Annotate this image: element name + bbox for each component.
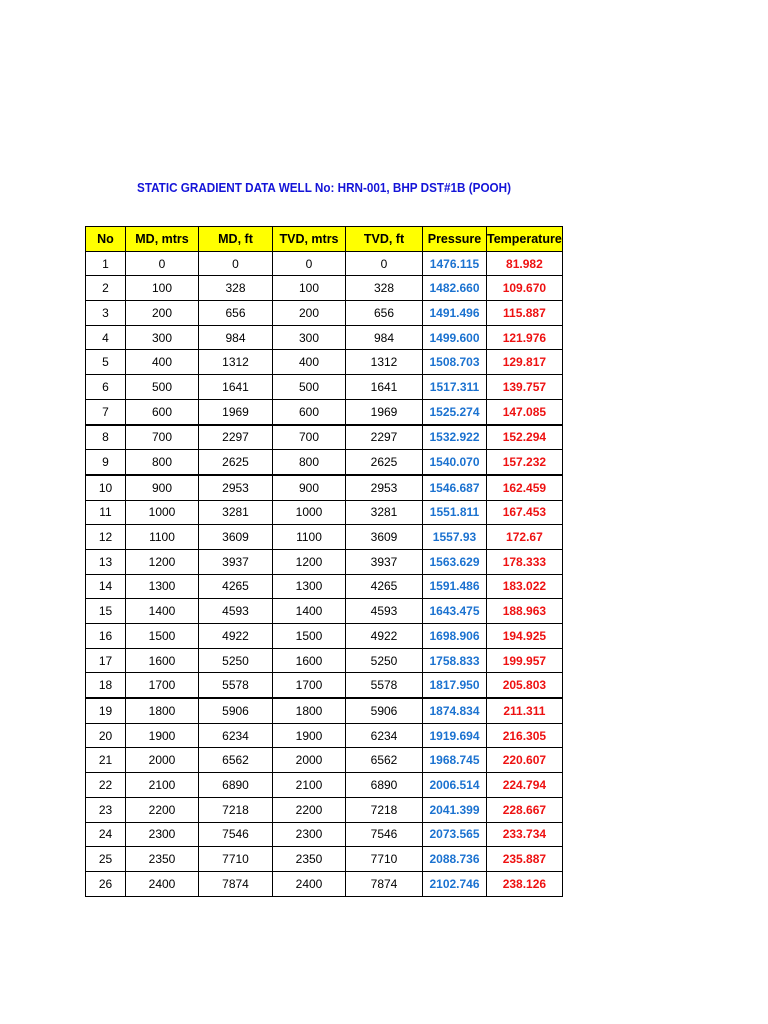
cell-tvd-ft: 2953	[346, 475, 423, 500]
cell-no: 21	[86, 748, 126, 773]
cell-tvd-ft: 6234	[346, 723, 423, 748]
cell-tvd-ft: 7546	[346, 822, 423, 847]
cell-tvd-mtrs: 100	[273, 276, 346, 301]
cell-no: 10	[86, 475, 126, 500]
cell-no: 16	[86, 624, 126, 649]
cell-temperature: 129.817	[487, 350, 563, 375]
cell-md-mtrs: 2200	[126, 797, 199, 822]
cell-tvd-mtrs: 200	[273, 301, 346, 326]
cell-pressure: 1499.600	[423, 325, 487, 350]
header-tvd-ft: TVD, ft	[346, 227, 423, 252]
table-row	[86, 797, 563, 822]
cell-no: 15	[86, 599, 126, 624]
cell-tvd-ft: 6562	[346, 748, 423, 773]
cell-tvd-mtrs: 1800	[273, 698, 346, 723]
cell-temperature: 199.957	[487, 648, 563, 673]
cell-md-mtrs: 2400	[126, 871, 199, 896]
header-tvd-mtrs: TVD, mtrs	[273, 227, 346, 252]
cell-tvd-ft: 3281	[346, 500, 423, 525]
table-row	[86, 599, 563, 624]
cell-tvd-ft: 4922	[346, 624, 423, 649]
cell-tvd-mtrs: 2300	[273, 822, 346, 847]
table-row	[86, 871, 563, 896]
cell-md-mtrs: 500	[126, 375, 199, 400]
cell-temperature: 147.085	[487, 399, 563, 424]
cell-pressure: 1517.311	[423, 375, 487, 400]
gradient-data-table	[85, 226, 563, 897]
cell-tvd-ft: 4593	[346, 599, 423, 624]
cell-tvd-ft: 1641	[346, 375, 423, 400]
table-row	[86, 822, 563, 847]
cell-md-mtrs: 400	[126, 350, 199, 375]
cell-md-mtrs: 1900	[126, 723, 199, 748]
cell-tvd-ft: 7218	[346, 797, 423, 822]
cell-no: 25	[86, 847, 126, 872]
cell-temperature: 238.126	[487, 871, 563, 896]
cell-tvd-mtrs: 1500	[273, 624, 346, 649]
cell-no: 9	[86, 450, 126, 475]
cell-temperature: 115.887	[487, 301, 563, 326]
cell-pressure: 2073.565	[423, 822, 487, 847]
cell-tvd-ft: 6890	[346, 773, 423, 798]
cell-tvd-mtrs: 400	[273, 350, 346, 375]
cell-tvd-ft: 656	[346, 301, 423, 326]
cell-tvd-ft: 5578	[346, 673, 423, 698]
cell-temperature: 235.887	[487, 847, 563, 872]
cell-md-ft: 5250	[199, 648, 273, 673]
cell-tvd-ft: 2625	[346, 450, 423, 475]
cell-pressure: 1758.833	[423, 648, 487, 673]
header-md-ft: MD, ft	[199, 227, 273, 252]
cell-tvd-ft: 984	[346, 325, 423, 350]
cell-tvd-mtrs: 2100	[273, 773, 346, 798]
cell-md-mtrs: 800	[126, 450, 199, 475]
cell-pressure: 1591.486	[423, 574, 487, 599]
cell-md-mtrs: 300	[126, 325, 199, 350]
cell-temperature: 211.311	[487, 698, 563, 723]
cell-pressure: 1546.687	[423, 475, 487, 500]
cell-tvd-mtrs: 600	[273, 399, 346, 424]
cell-md-ft: 4922	[199, 624, 273, 649]
cell-temperature: 194.925	[487, 624, 563, 649]
cell-md-ft: 6890	[199, 773, 273, 798]
table-row	[86, 698, 563, 723]
table-row	[86, 723, 563, 748]
cell-md-ft: 328	[199, 276, 273, 301]
cell-md-ft: 2625	[199, 450, 273, 475]
table-row	[86, 325, 563, 350]
cell-tvd-ft: 1312	[346, 350, 423, 375]
cell-md-ft: 4593	[199, 599, 273, 624]
cell-pressure: 1540.070	[423, 450, 487, 475]
cell-md-ft: 3281	[199, 500, 273, 525]
cell-tvd-mtrs: 800	[273, 450, 346, 475]
cell-no: 7	[86, 399, 126, 424]
cell-temperature: 205.803	[487, 673, 563, 698]
cell-md-mtrs: 200	[126, 301, 199, 326]
cell-pressure: 1968.745	[423, 748, 487, 773]
cell-md-ft: 6562	[199, 748, 273, 773]
cell-pressure: 1643.475	[423, 599, 487, 624]
cell-md-ft: 1312	[199, 350, 273, 375]
cell-pressure: 1874.834	[423, 698, 487, 723]
header-md-mtrs: MD, mtrs	[126, 227, 199, 252]
cell-no: 2	[86, 276, 126, 301]
cell-md-ft: 7546	[199, 822, 273, 847]
cell-tvd-ft: 4265	[346, 574, 423, 599]
cell-temperature: 81.982	[487, 251, 563, 276]
cell-md-ft: 6234	[199, 723, 273, 748]
cell-md-mtrs: 700	[126, 425, 199, 450]
page-title: STATIC GRADIENT DATA WELL No: HRN-001, BHP DST#1B (POOH)	[137, 180, 511, 195]
cell-pressure: 1532.922	[423, 425, 487, 450]
cell-tvd-mtrs: 1700	[273, 673, 346, 698]
cell-no: 8	[86, 425, 126, 450]
cell-no: 13	[86, 549, 126, 574]
table-body	[86, 251, 563, 896]
cell-tvd-ft: 7874	[346, 871, 423, 896]
cell-md-mtrs: 1200	[126, 549, 199, 574]
cell-md-ft: 5906	[199, 698, 273, 723]
cell-tvd-mtrs: 700	[273, 425, 346, 450]
table-row	[86, 624, 563, 649]
cell-pressure: 1482.660	[423, 276, 487, 301]
cell-md-mtrs: 100	[126, 276, 199, 301]
cell-pressure: 1491.496	[423, 301, 487, 326]
table-row	[86, 301, 563, 326]
table-row	[86, 673, 563, 698]
cell-md-ft: 7218	[199, 797, 273, 822]
cell-tvd-mtrs: 1400	[273, 599, 346, 624]
cell-md-ft: 1969	[199, 399, 273, 424]
cell-temperature: 172.67	[487, 525, 563, 550]
cell-temperature: 183.022	[487, 574, 563, 599]
cell-temperature: 228.667	[487, 797, 563, 822]
header-no: No	[86, 227, 126, 252]
table-row	[86, 500, 563, 525]
table-row	[86, 748, 563, 773]
cell-tvd-ft: 7710	[346, 847, 423, 872]
cell-no: 6	[86, 375, 126, 400]
cell-temperature: 188.963	[487, 599, 563, 624]
cell-tvd-ft: 1969	[346, 399, 423, 424]
cell-pressure: 2088.736	[423, 847, 487, 872]
cell-no: 14	[86, 574, 126, 599]
cell-md-mtrs: 1100	[126, 525, 199, 550]
table-row	[86, 350, 563, 375]
cell-temperature: 109.670	[487, 276, 563, 301]
cell-pressure: 1563.629	[423, 549, 487, 574]
table-row	[86, 574, 563, 599]
cell-temperature: 139.757	[487, 375, 563, 400]
table-row	[86, 399, 563, 424]
table-row	[86, 525, 563, 550]
table-row	[86, 549, 563, 574]
cell-tvd-ft: 5906	[346, 698, 423, 723]
cell-tvd-ft: 3609	[346, 525, 423, 550]
cell-tvd-mtrs: 2350	[273, 847, 346, 872]
header-temperature: Temperature	[487, 227, 563, 252]
cell-temperature: 162.459	[487, 475, 563, 500]
cell-tvd-ft: 328	[346, 276, 423, 301]
cell-temperature: 216.305	[487, 723, 563, 748]
cell-md-mtrs: 0	[126, 251, 199, 276]
cell-md-ft: 1641	[199, 375, 273, 400]
cell-tvd-ft: 2297	[346, 425, 423, 450]
cell-pressure: 1508.703	[423, 350, 487, 375]
cell-tvd-mtrs: 300	[273, 325, 346, 350]
cell-md-mtrs: 600	[126, 399, 199, 424]
cell-tvd-mtrs: 1200	[273, 549, 346, 574]
cell-pressure: 1817.950	[423, 673, 487, 698]
cell-tvd-mtrs: 500	[273, 375, 346, 400]
cell-tvd-mtrs: 1300	[273, 574, 346, 599]
table-row	[86, 251, 563, 276]
cell-tvd-mtrs: 0	[273, 251, 346, 276]
cell-tvd-ft: 0	[346, 251, 423, 276]
cell-no: 24	[86, 822, 126, 847]
cell-pressure: 1919.694	[423, 723, 487, 748]
cell-md-mtrs: 1000	[126, 500, 199, 525]
cell-md-mtrs: 1500	[126, 624, 199, 649]
cell-no: 26	[86, 871, 126, 896]
table-row	[86, 773, 563, 798]
cell-no: 19	[86, 698, 126, 723]
cell-temperature: 178.333	[487, 549, 563, 574]
cell-temperature: 167.453	[487, 500, 563, 525]
cell-md-ft: 4265	[199, 574, 273, 599]
cell-tvd-mtrs: 1900	[273, 723, 346, 748]
cell-no: 18	[86, 673, 126, 698]
table-row	[86, 276, 563, 301]
cell-temperature: 220.607	[487, 748, 563, 773]
cell-no: 4	[86, 325, 126, 350]
cell-temperature: 157.232	[487, 450, 563, 475]
cell-no: 20	[86, 723, 126, 748]
cell-temperature: 224.794	[487, 773, 563, 798]
cell-md-mtrs: 1300	[126, 574, 199, 599]
cell-pressure: 2102.746	[423, 871, 487, 896]
cell-md-ft: 5578	[199, 673, 273, 698]
cell-pressure: 1551.811	[423, 500, 487, 525]
cell-tvd-mtrs: 1000	[273, 500, 346, 525]
cell-no: 3	[86, 301, 126, 326]
cell-pressure: 2041.399	[423, 797, 487, 822]
cell-no: 12	[86, 525, 126, 550]
cell-tvd-ft: 3937	[346, 549, 423, 574]
cell-no: 22	[86, 773, 126, 798]
cell-tvd-ft: 5250	[346, 648, 423, 673]
cell-md-mtrs: 1600	[126, 648, 199, 673]
cell-md-mtrs: 2350	[126, 847, 199, 872]
cell-md-mtrs: 1700	[126, 673, 199, 698]
cell-md-ft: 984	[199, 325, 273, 350]
cell-temperature: 233.734	[487, 822, 563, 847]
cell-temperature: 121.976	[487, 325, 563, 350]
cell-tvd-mtrs: 2000	[273, 748, 346, 773]
cell-pressure: 1525.274	[423, 399, 487, 424]
cell-md-ft: 0	[199, 251, 273, 276]
cell-md-ft: 2953	[199, 475, 273, 500]
cell-md-mtrs: 1800	[126, 698, 199, 723]
cell-pressure: 2006.514	[423, 773, 487, 798]
cell-no: 5	[86, 350, 126, 375]
cell-md-mtrs: 900	[126, 475, 199, 500]
cell-md-mtrs: 1400	[126, 599, 199, 624]
cell-md-ft: 656	[199, 301, 273, 326]
cell-pressure: 1698.906	[423, 624, 487, 649]
cell-no: 1	[86, 251, 126, 276]
header-pressure: Pressure	[423, 227, 487, 252]
table-row	[86, 425, 563, 450]
cell-md-ft: 3937	[199, 549, 273, 574]
cell-pressure: 1476.115	[423, 251, 487, 276]
cell-md-mtrs: 2300	[126, 822, 199, 847]
cell-md-ft: 2297	[199, 425, 273, 450]
table-row	[86, 475, 563, 500]
cell-tvd-mtrs: 2200	[273, 797, 346, 822]
cell-tvd-mtrs: 1100	[273, 525, 346, 550]
cell-no: 11	[86, 500, 126, 525]
cell-temperature: 152.294	[487, 425, 563, 450]
table-row	[86, 375, 563, 400]
table-row	[86, 847, 563, 872]
cell-md-mtrs: 2000	[126, 748, 199, 773]
cell-no: 17	[86, 648, 126, 673]
cell-tvd-mtrs: 1600	[273, 648, 346, 673]
cell-tvd-mtrs: 2400	[273, 871, 346, 896]
table-row	[86, 450, 563, 475]
cell-md-ft: 3609	[199, 525, 273, 550]
cell-tvd-mtrs: 900	[273, 475, 346, 500]
cell-pressure: 1557.93	[423, 525, 487, 550]
table-row	[86, 648, 563, 673]
cell-md-ft: 7710	[199, 847, 273, 872]
cell-md-ft: 7874	[199, 871, 273, 896]
cell-no: 23	[86, 797, 126, 822]
table-header-row	[86, 227, 563, 252]
cell-md-mtrs: 2100	[126, 773, 199, 798]
